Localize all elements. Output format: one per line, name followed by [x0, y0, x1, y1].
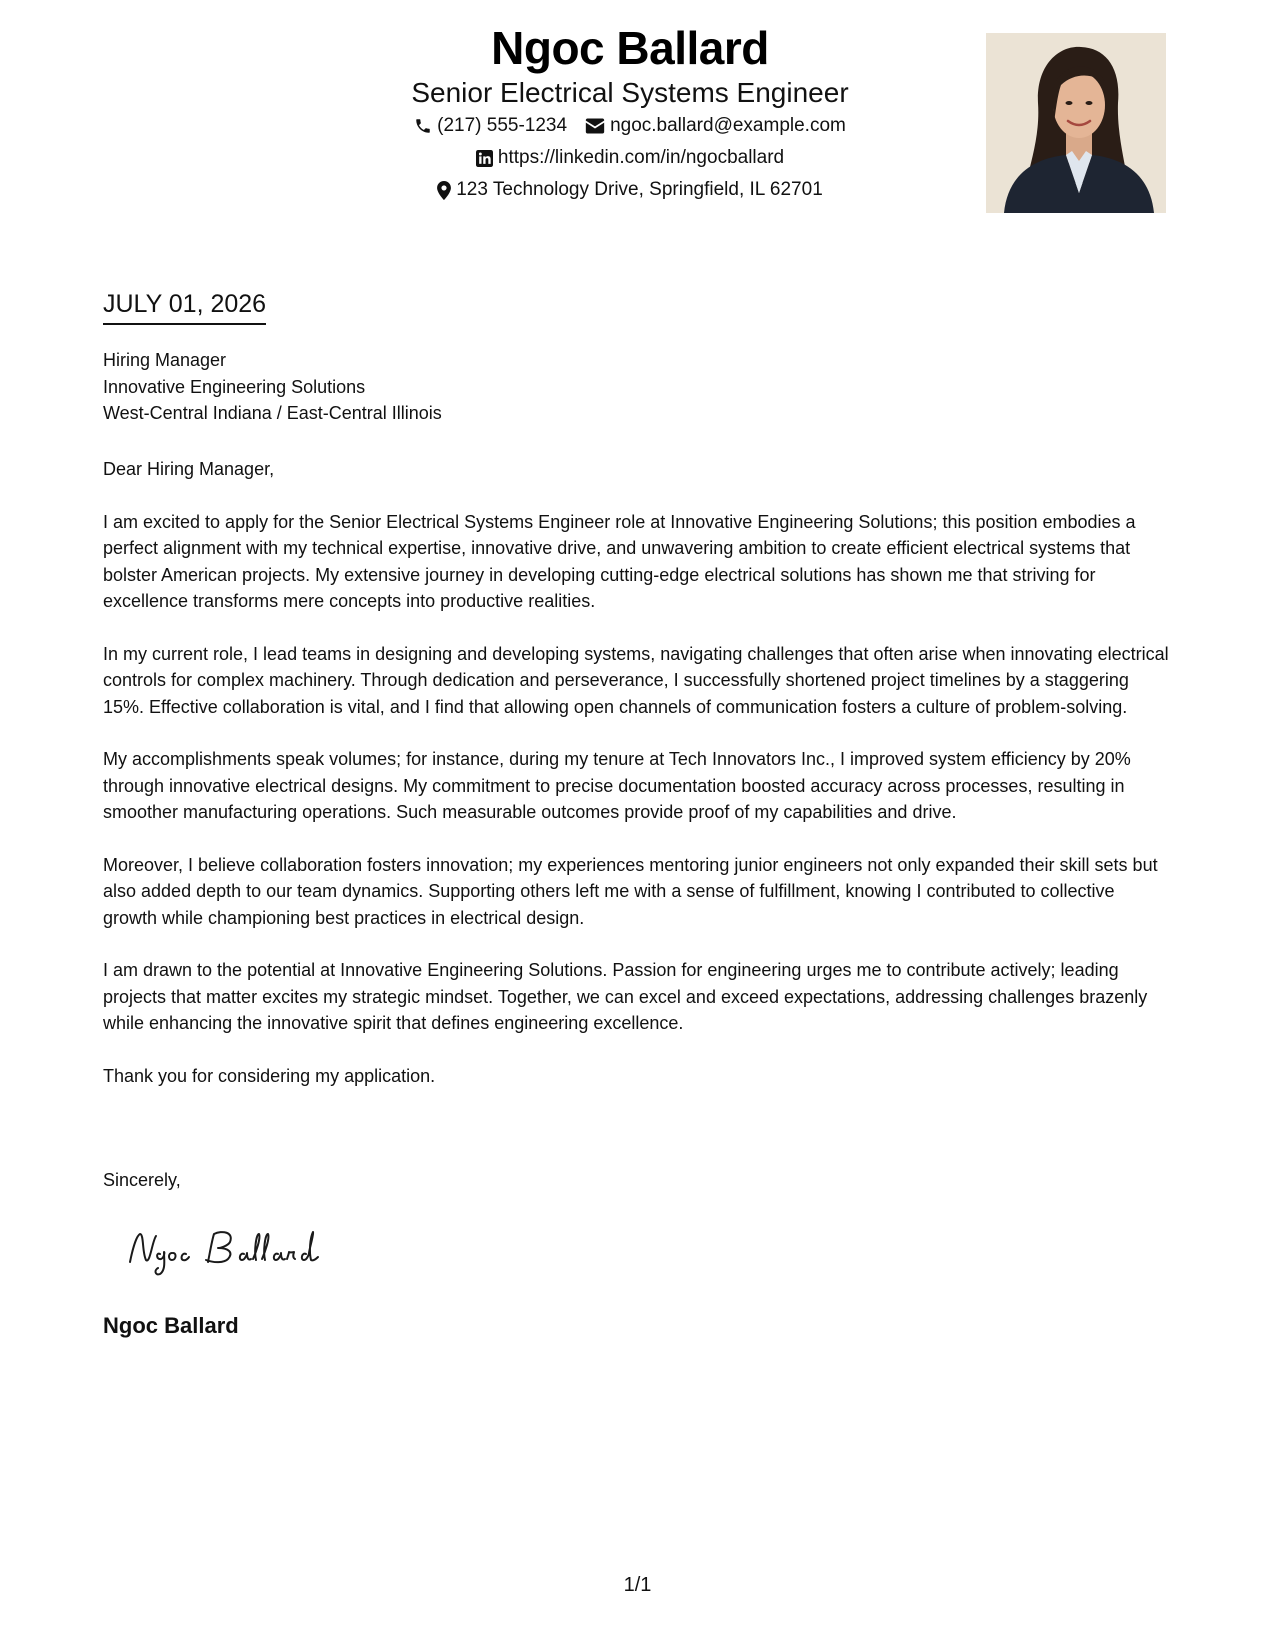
- linkedin-contact: [476, 142, 784, 174]
- applicant-name: Ngoc Ballard: [491, 22, 769, 74]
- page-number: 1/1: [623, 1574, 652, 1596]
- contact-line-1: [230, 110, 1030, 142]
- letter-paragraph: Moreover, I believe collaboration fosters innovation; my experiences mentoring junior engineers not only expanded their skill sets but also added depth to our team dynamics. Supporting others left me with a sense of fulfillment, knowing I contributed to collective growth while championing best practices in electrical design.: [103, 854, 1158, 928]
- recipient-line: Innovative Engineering Solutions: [103, 376, 366, 397]
- recipient-line: Hiring Manager: [103, 350, 227, 370]
- salutation: Dear Hiring Manager,: [103, 459, 275, 479]
- map-pin-icon: [437, 181, 451, 200]
- letter-paragraph: Thank you for considering my application.: [103, 1065, 436, 1086]
- handwritten-signature: [122, 1222, 352, 1282]
- letter-date-block: [103, 286, 266, 325]
- phone-icon: [414, 117, 432, 135]
- closing: Sincerely,: [103, 1170, 181, 1190]
- street-address: 123 Technology Drive, Springfield, IL 62701: [456, 179, 823, 200]
- letter-paragraph: I am drawn to the potential at Innovative Engineering Solutions. Passion for engineering urges me to contribute actively; leading projects that matter excites my strategic mindset. Together, we can excel and exceed expectations, addressing challenges brazenly while enhancing the innovative spirit that defines engineering excellence.: [103, 960, 1148, 1033]
- applicant-title: Senior Electrical Systems Engineer: [411, 77, 849, 108]
- linkedin-url[interactable]: https://linkedin.com/in/ngocballard: [497, 147, 785, 168]
- phone-number[interactable]: (217) 555-1234: [437, 115, 568, 136]
- letter-date: JULY 01, 2026: [103, 286, 266, 325]
- letter-paragraph: I am excited to apply for the Senior Electrical Systems Engineer role at Innovative Engineering Solutions; this position embodies a perfect alignment with my technical expertise, innovative drive, and unwavering ambition to create efficient electrical systems that bolster American projects. My extensive journey in developing cutting-edge electrical solutions has shown me that striving for excellence transforms mere concepts into productive realities.: [103, 511, 1136, 611]
- resume-header: [230, 20, 1030, 206]
- letter-body: [103, 456, 1173, 1115]
- signed-name: Ngoc Ballard: [103, 1313, 239, 1338]
- portrait-photo: [986, 33, 1166, 213]
- linkedin-icon: [476, 150, 493, 167]
- email-address[interactable]: ngoc.ballard@example.com: [610, 115, 846, 136]
- email-contact: [585, 110, 846, 142]
- contact-line-3: [230, 174, 1030, 206]
- contact-line-2: [230, 142, 1030, 174]
- recipient-line: West-Central Indiana / East-Central Illinois: [103, 403, 442, 423]
- letter-paragraph: In my current role, I lead teams in designing and developing systems, navigating challenges that often arise when innovating electrical controls for complex machinery. Through dedication and perseverance, I successfully shortened project timelines by a staggering 15%. Effective collaboration is vital, and I find that allowing open channels of communication fosters a culture of problem-solving.: [103, 643, 1169, 717]
- recipient-block: [103, 347, 442, 427]
- envelope-icon: [585, 118, 605, 134]
- phone-contact: [414, 110, 567, 142]
- letter-paragraph: My accomplishments speak volumes; for instance, during my tenure at Tech Innovators Inc., I improved system efficiency by 20% through innovative electrical designs. My commitment to precise documentation boosted accuracy across processes, resulting in smoother manufacturing operations. Such measurable outcomes provide proof of my capabilities and drive.: [103, 749, 1131, 822]
- address-contact: [437, 174, 823, 206]
